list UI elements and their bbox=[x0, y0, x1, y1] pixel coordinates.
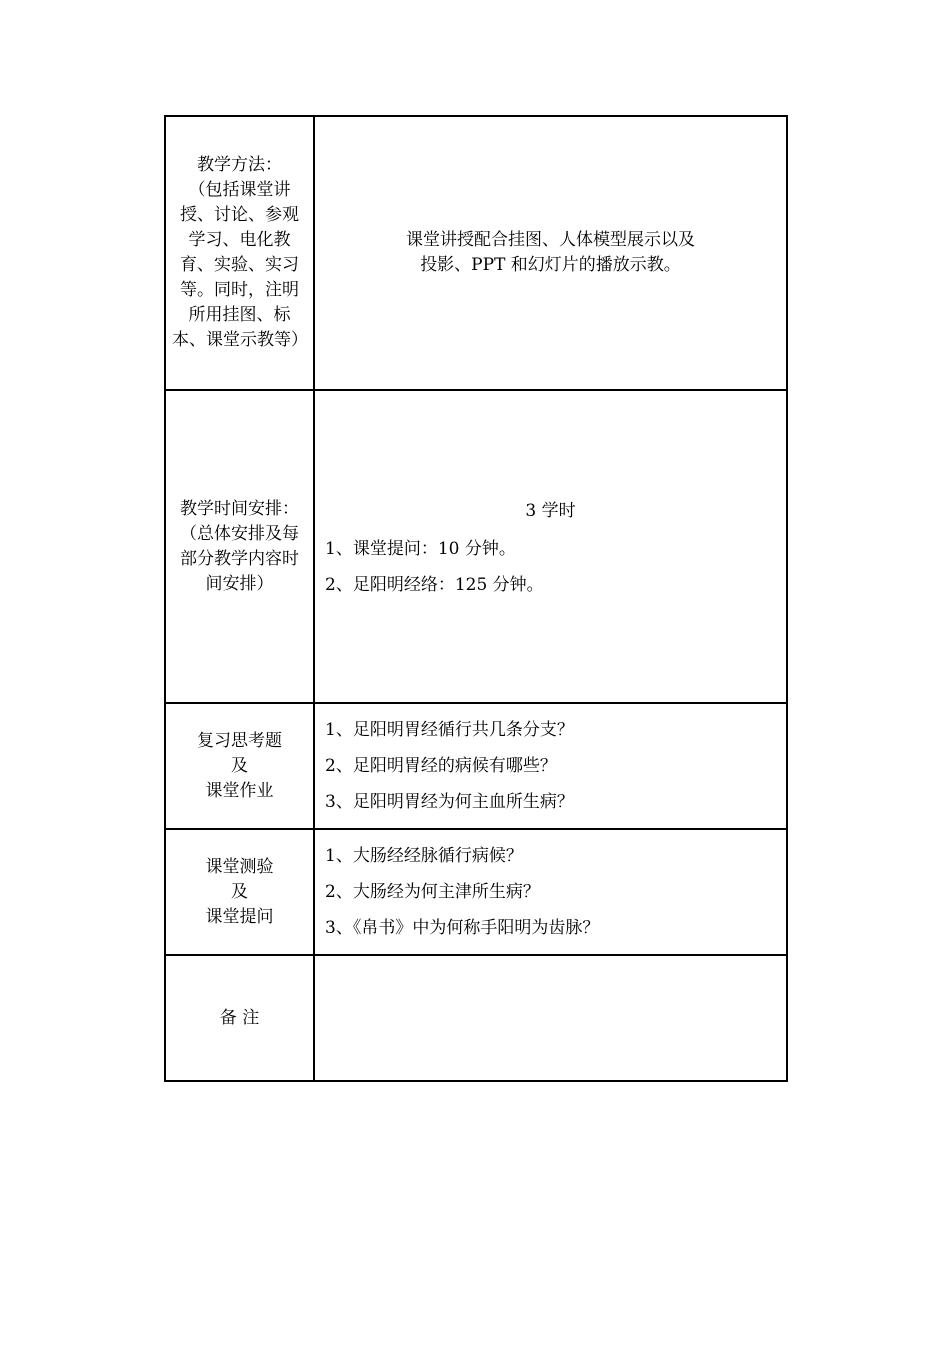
teaching-time-label: 教学时间安排： （总体安排及每部分教学内容时间安排） bbox=[180, 498, 299, 594]
teaching-time-content-cell bbox=[314, 390, 787, 703]
teaching-method-label-cell bbox=[165, 116, 314, 390]
class-quiz-label-cell bbox=[165, 829, 314, 955]
teaching-method-label: 教学方法： （包括课堂讲授、讨论、参观学习、电化教育、实验、实习等。同时，注明所用挂图、标本、课堂示教等） bbox=[172, 155, 308, 350]
teaching-time-item: 1、课堂提问：10 分钟。 bbox=[325, 538, 516, 559]
remarks-row bbox=[165, 955, 787, 1081]
class-quiz-item: 3、《帛书》中为何称手阳明为齿脉？ bbox=[325, 918, 600, 938]
teaching-time-total: 3 学时 bbox=[525, 500, 576, 521]
review-question-item: 2、足阳明胃经的病候有哪些？ bbox=[325, 756, 557, 776]
class-quiz-content-cell bbox=[314, 829, 787, 955]
teaching-time-label-cell bbox=[165, 390, 314, 703]
remarks-label-cell bbox=[165, 955, 314, 1081]
teaching-time-row bbox=[165, 390, 787, 703]
class-quiz-item: 1、大肠经经脉循行病候？ bbox=[325, 846, 523, 866]
review-question-item: 3、足阳明胃经为何主血所生病？ bbox=[325, 792, 574, 812]
review-questions-content-cell bbox=[314, 703, 787, 829]
review-questions-row bbox=[165, 703, 787, 829]
class-quiz-row bbox=[165, 829, 787, 955]
review-questions-label: 复习思考题 及 课堂作业 bbox=[197, 730, 282, 801]
teaching-method-row bbox=[165, 116, 787, 390]
remarks-content-cell bbox=[314, 955, 787, 1081]
remarks-label: 备 注 bbox=[219, 1007, 260, 1028]
class-quiz-label: 课堂测验 及 课堂提问 bbox=[205, 856, 274, 927]
lesson-plan-table bbox=[164, 115, 788, 1082]
review-questions-label-cell bbox=[165, 703, 314, 829]
class-quiz-item: 2、大肠经为何主津所生病？ bbox=[325, 882, 540, 902]
teaching-time-item: 2、足阳明经络：125 分钟。 bbox=[325, 574, 544, 595]
teaching-method-content: 课堂讲授配合挂图、人体模型展示以及 投影、PPT 和幻灯片的播放示教。 bbox=[406, 230, 695, 275]
review-question-item: 1、足阳明胃经循行共几条分支？ bbox=[325, 720, 574, 740]
teaching-method-content-cell bbox=[314, 116, 787, 390]
